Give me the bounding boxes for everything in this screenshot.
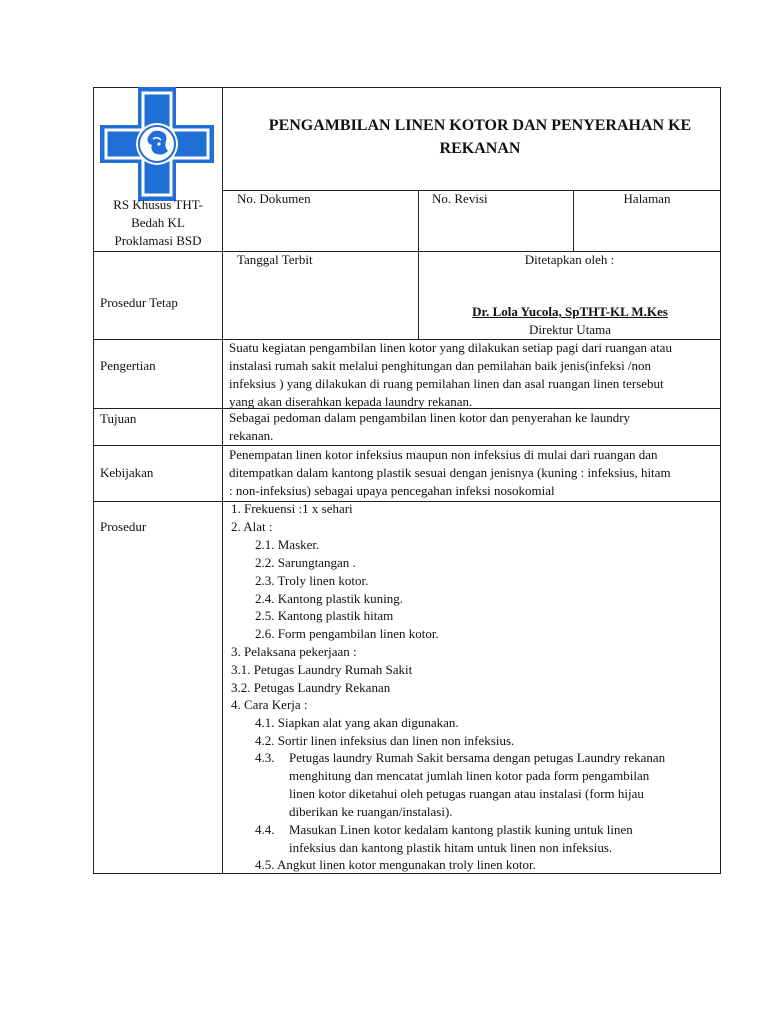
- signer-title: Direktur Utama: [529, 322, 611, 337]
- prosedur-item: 3.2. Petugas Laundry Rekanan: [231, 680, 391, 695]
- prosedur-item: 3.1. Petugas Laundry Rumah Sakit: [231, 662, 413, 677]
- table-rule: [93, 501, 721, 502]
- prosedur-item-number: 4.4.: [255, 822, 275, 837]
- prosedur-item-number: 4.3.: [255, 750, 275, 765]
- no-dokumen-label: No. Dokumen: [237, 191, 311, 206]
- no-revisi-label: No. Revisi: [432, 191, 488, 206]
- table-border-right: [720, 87, 721, 874]
- document-title: PENGAMBILAN LINEN KOTOR DAN PENYERAHAN KE REKANAN: [268, 117, 692, 157]
- prosedur-item: 4.1. Siapkan alat yang akan digunakan.: [255, 715, 459, 730]
- pengertian-text: Suatu kegiatan pengambilan linen kotor yang dilakukan setiap pagi dari ruangan atau instalasi rumah sakit melalui penghitungan dan pemilahan baik jenis(infeksi /non infeksius ) yang dilakukan di ruang pemilahan linen dan asal ruangan linen tersebut yang akan diserahkan kepada laundry rekanan.: [229, 340, 672, 409]
- kebijakan-label: Kebijakan: [100, 465, 154, 480]
- pengertian-label: Pengertian: [100, 358, 156, 373]
- halaman-label: Halaman: [623, 191, 671, 206]
- ditetapkan-label: Ditetapkan oleh :: [524, 252, 615, 267]
- prosedur-item-text: Masukan Linen kotor kedalam kantong plastik kuning untuk linen infeksius dan kantong plastik hitam untuk linen non infeksius.: [289, 822, 633, 855]
- prosedur-step-1: 1. Frekuensi :1 x sehari: [231, 501, 353, 516]
- prosedur-item-text: Petugas laundry Rumah Sakit bersama dengan petugas Laundry rekanan menghitung dan mencatat jumlah linen kotor pada form pengambilan linen kotor diketahui oleh petugas ruangan atau instalasi (form hijau diberikan ke ruangan/instalasi).: [289, 750, 666, 819]
- prosedur-item: 2.1. Masker.: [255, 537, 320, 552]
- prosedur-item: 2.5. Kantong plastik hitam: [255, 608, 394, 623]
- prosedur-item: 4.5. Angkut linen kotor mengunakan troly linen kotor.: [255, 857, 536, 872]
- hospital-name: RS Khusus THT- Bedah KL Proklamasi BSD: [113, 197, 203, 248]
- hospital-logo: [100, 87, 214, 201]
- table-border-left: [93, 87, 94, 874]
- procedure-type-label: Prosedur Tetap: [100, 295, 178, 310]
- prosedur-step-3: 3. Pelaksana pekerjaan :: [231, 644, 357, 659]
- prosedur-item: 2.2. Sarungtangan .: [255, 555, 356, 570]
- prosedur-label: Prosedur: [100, 519, 147, 534]
- prosedur-step-4: 4. Cara Kerja :: [231, 697, 308, 712]
- prosedur-item: 4.2. Sortir linen infeksius dan linen non infeksius.: [255, 733, 515, 748]
- prosedur-item: 2.6. Form pengambilan linen kotor.: [255, 626, 439, 641]
- tanggal-terbit-label: Tanggal Terbit: [237, 252, 313, 267]
- table-column-divider: [222, 87, 223, 874]
- tujuan-text: Sebagai pedoman dalam pengambilan linen kotor dan penyerahan ke laundry rekanan.: [229, 410, 631, 443]
- kebijakan-text: Penempatan linen kotor infeksius maupun non infeksius di mulai dari ruangan dan ditempatkan dalam kantong plastik sesuai dengan jenisnya (kuning : infeksius, hitam : non-infeksius) sebagai upaya pencegahan infeksi nosokomial: [229, 447, 671, 498]
- signer-name: Dr. Lola Yucola, SpTHT-KL M.Kes: [472, 304, 668, 319]
- prosedur-item: 2.3. Troly linen kotor.: [255, 573, 369, 588]
- prosedur-step-2: 2. Alat :: [231, 519, 273, 534]
- signature-block: [420, 303, 720, 339]
- tujuan-label: Tujuan: [100, 411, 137, 426]
- prosedur-item: 2.4. Kantong plastik kuning.: [255, 591, 404, 606]
